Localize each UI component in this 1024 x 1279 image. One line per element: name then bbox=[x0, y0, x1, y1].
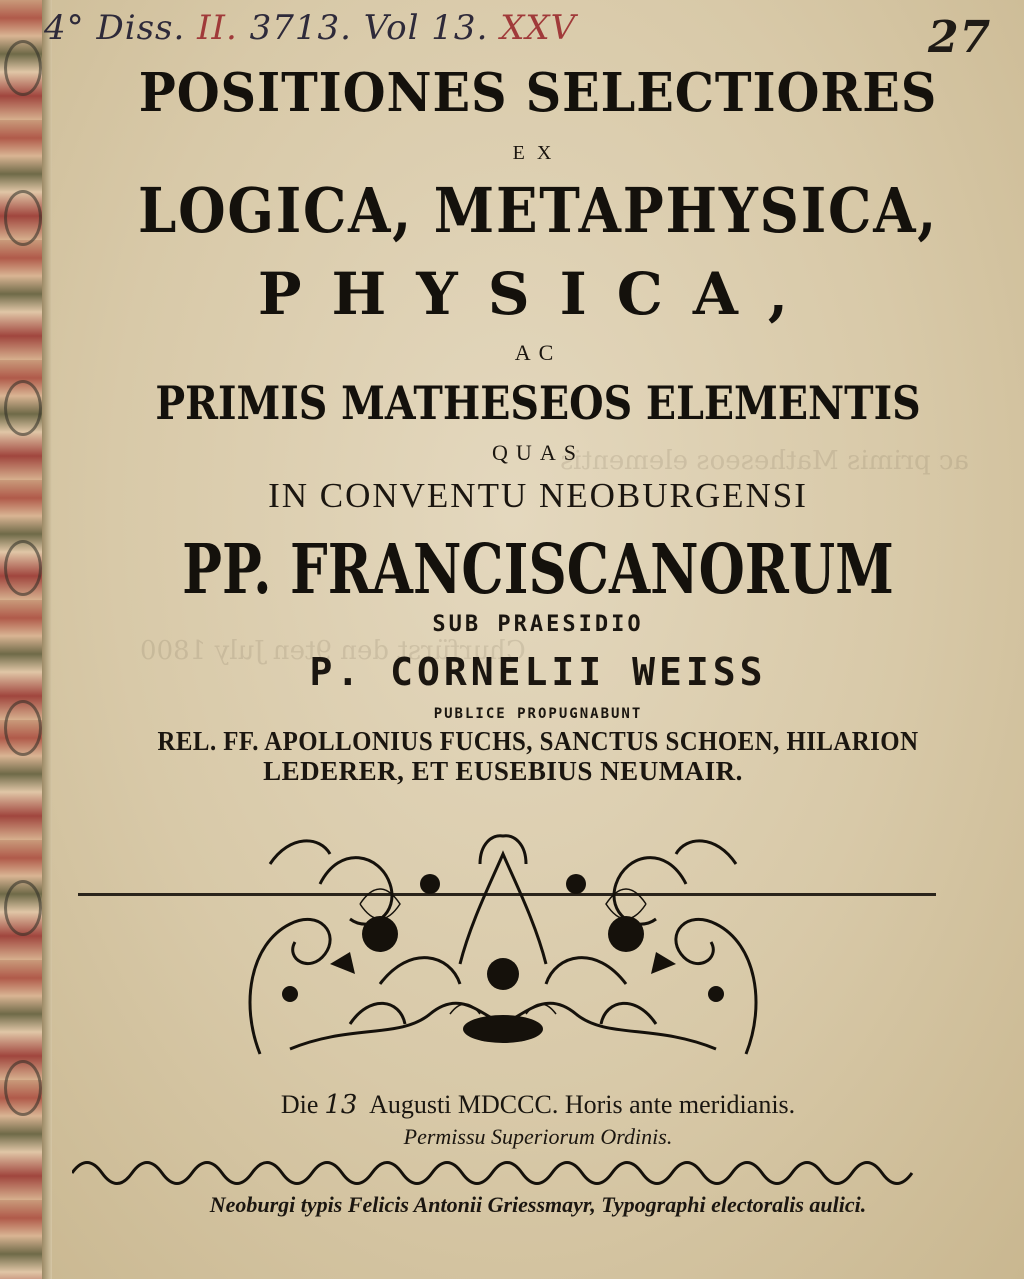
date-line: Die 13 Augusti MDCCC. Horis ante meridianis. bbox=[280, 1090, 796, 1120]
permissu-line: Permissu Superiorum Ordinis. bbox=[403, 1124, 673, 1149]
binding-flourish bbox=[4, 700, 42, 756]
imprint-line: Neoburgi typis Felicis Antonii Griessmayr, Typographi electoralis aulici. bbox=[209, 1192, 867, 1217]
page-edge bbox=[42, 0, 52, 1279]
binding-flourish bbox=[4, 1060, 42, 1116]
title-line-1: POSITIONES SELECTIORES bbox=[138, 62, 938, 124]
sub-praesidio-line: SUB PRAESIDIO bbox=[432, 612, 644, 637]
praeses-name: P. CORNELII WEISS bbox=[309, 650, 767, 694]
binding-flourish bbox=[4, 40, 42, 96]
title-line-3: PHYSICA, bbox=[257, 260, 819, 328]
shelfmark-annotation: 4° Diss. II. 3713. Vol 13. XXV bbox=[44, 8, 577, 48]
binding-flourish bbox=[4, 380, 42, 436]
binding-flourish bbox=[4, 540, 42, 596]
date-day-handwritten: 13 bbox=[324, 1090, 358, 1120]
title-line-2: LOGICA, METAPHYSICA, bbox=[137, 174, 939, 247]
title-ex: EX bbox=[512, 142, 564, 164]
publice-line: PUBLICE PROPUGNABUNT bbox=[433, 706, 643, 722]
page-number: 27 bbox=[928, 12, 992, 63]
title-ac: AC bbox=[514, 340, 562, 365]
ornamental-vignette-icon bbox=[230, 824, 776, 1064]
defenders-line-1: REL. FF. APOLLONIUS FUCHS, SANCTUS SCHOEN, HILARION bbox=[157, 726, 919, 756]
order-line: PP. FRANCISCANORUM bbox=[182, 530, 894, 610]
scroll-border-icon bbox=[72, 1160, 932, 1186]
binding-flourish bbox=[4, 190, 42, 246]
defenders-line-2: LEDERER, ET EUSEBIUS NEUMAIR. bbox=[263, 756, 743, 786]
binding-flourish bbox=[4, 880, 42, 936]
convent-line: IN CONVENTU NEOBURGENSI bbox=[268, 476, 808, 515]
marbled-binding-icon bbox=[0, 0, 44, 1279]
show-through: Churfürst den 9ten July 1800 bbox=[140, 636, 526, 666]
show-through: ac primis Matheseos elementis bbox=[560, 446, 969, 476]
title-line-4: PRIMIS MATHESEOS ELEMENTIS bbox=[155, 376, 921, 430]
quas-line: QUAS bbox=[492, 440, 584, 465]
